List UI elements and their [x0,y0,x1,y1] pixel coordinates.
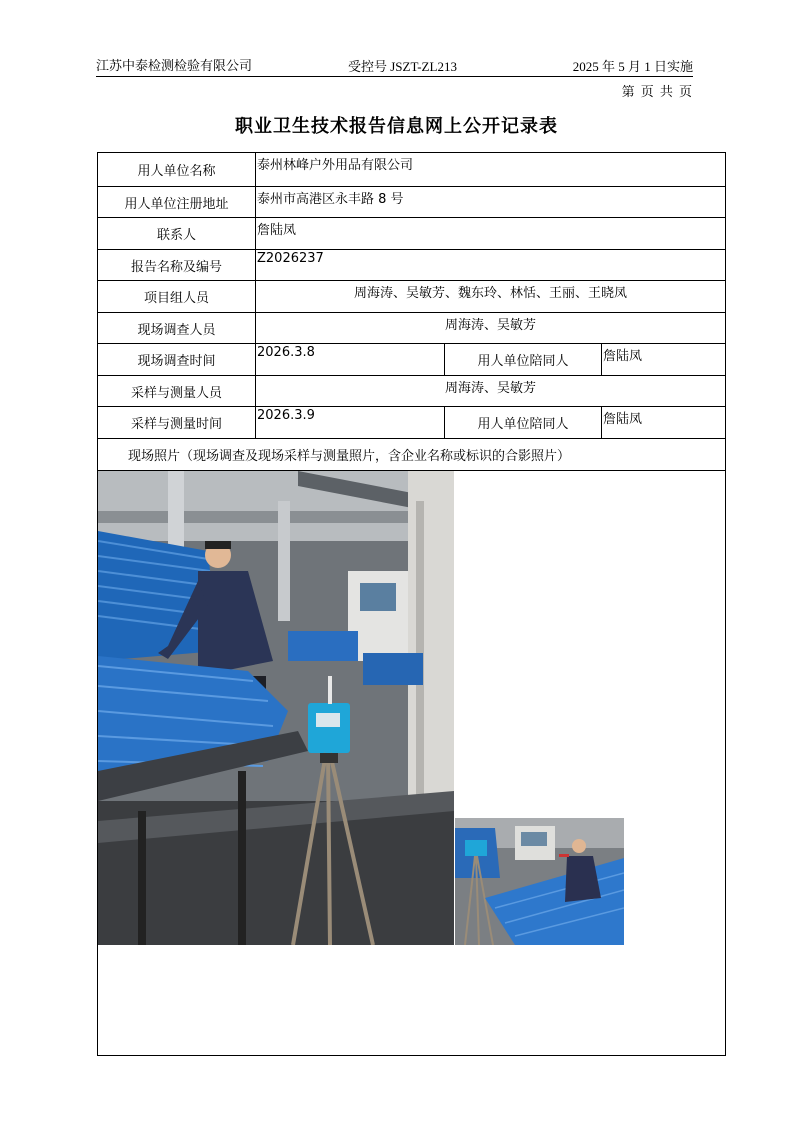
photos-heading: 现场照片（现场调查及现场采样与测量照片，含企业名称或标识的合影照片） [98,439,725,471]
table-row-team [98,281,725,313]
table-row-survey-staff [98,313,725,344]
label-sampling-time: 采样与测量时间 [98,407,256,438]
table-row-sampling-time [98,407,725,439]
value-survey-time: 2026.3.8 [257,345,315,360]
table-row-survey-time [98,344,725,376]
value-survey-companion: 詹陆凤 [603,349,643,364]
header-control-number: 受控号 JSZT-ZL213 [348,59,457,74]
value-contact: 詹陆凤 [257,223,297,238]
value-sampling-staff: 周海涛、吴敏芳 [444,381,536,396]
value-team: 周海涛、吴敏芳、魏东玲、林恬、王丽、王晓凤 [353,286,627,301]
label-report: 报告名称及编号 [98,250,256,280]
record-table [97,152,726,1056]
header-company: 江苏中泰检测检验有限公司 [96,59,253,74]
site-photo-sampling [455,818,624,945]
label-employer-name: 用人单位名称 [98,153,256,186]
page-info: 第 页 共 页 [621,85,693,100]
value-sampling-time: 2026.3.9 [257,408,315,423]
label-team: 项目组人员 [98,281,256,312]
label-survey-companion: 用人单位陪同人 [444,344,602,375]
table-row-address [98,187,725,218]
label-survey-time: 现场调查时间 [98,344,256,375]
value-survey-staff: 周海涛、吴敏芳 [444,318,536,333]
label-address: 用人单位注册地址 [98,187,256,217]
table-row-sampling-staff [98,376,725,407]
header-effective-date: 2025 年 5 月 1 日实施 [572,59,693,74]
table-row-report [98,250,725,281]
label-survey-staff: 现场调查人员 [98,313,256,343]
label-contact: 联系人 [98,218,256,249]
site-photo-survey [98,471,454,945]
label-sampling-staff: 采样与测量人员 [98,376,256,406]
table-row-contact [98,218,725,250]
value-sampling-companion: 詹陆凤 [603,412,643,427]
table-row-employer-name [98,153,725,187]
label-sampling-companion: 用人单位陪同人 [444,407,602,438]
page-title: 职业卫生技术报告信息网上公开记录表 [235,116,558,137]
value-employer-name: 泰州林峰户外用品有限公司 [257,158,414,173]
header-rule [96,76,693,77]
value-address: 泰州市高港区永丰路 8 号 [257,192,404,207]
value-report: Z2026237 [257,251,324,266]
